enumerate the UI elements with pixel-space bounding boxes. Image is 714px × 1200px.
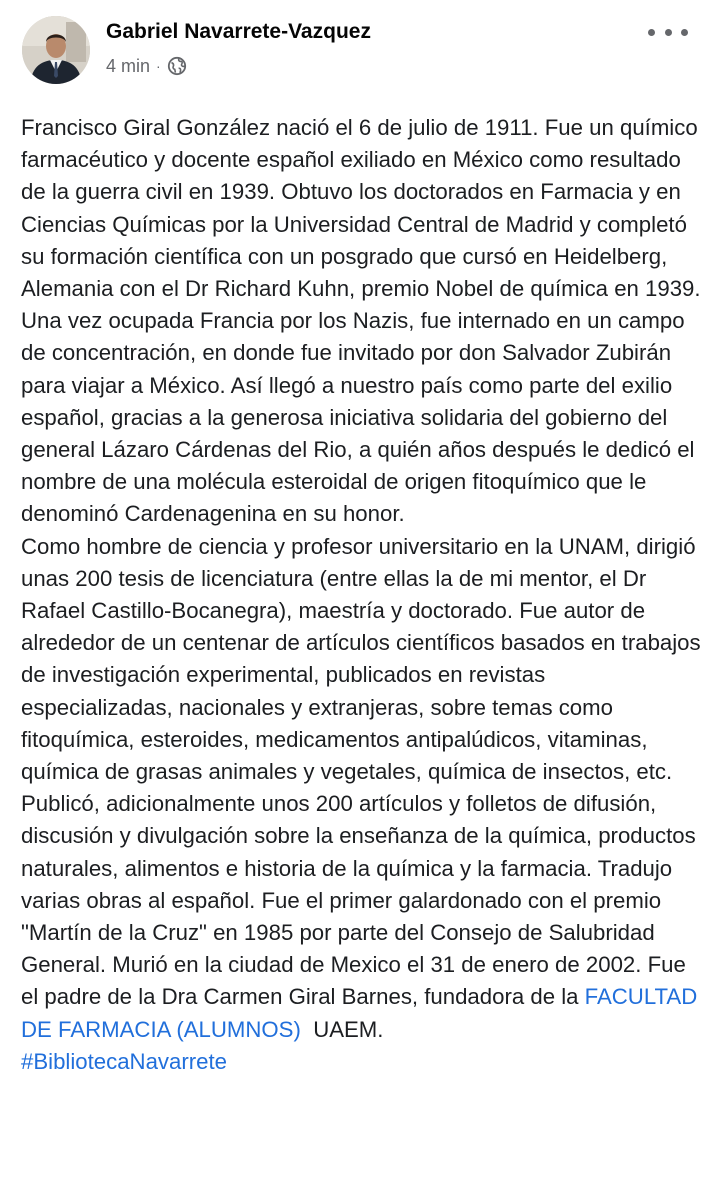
more-dot bbox=[665, 29, 672, 36]
post-paragraph-1: Francisco Giral González nació el 6 de julio de 1911. Fue un químico farmacéutico y docente español exiliado en México como resultado de la guerra civil en 1939. Obtuvo los doctorados en Farmacia y en Ciencias Químicas por la Universidad Central de Madrid y completó su formación científica con un posgrado que cursó en Heidelberg, Alemania con el Dr Richard Kuhn, premio Nobel de química en 1939. Una vez ocupada Francia por los Nazis, fue internado en un campo de concentración, en donde fue invitado por don Salvador Zubirán para viajar a México. Así llegó a nuestro país como parte del exilio español, gracias a la generosa iniciativa solidaria del gobierno del general Lázaro Cárdenas del Rio, a quién años después le dedicó el nombre de una molécula esteroidal de origen fitoquímico que le denominó Cardenagenina en su honor. bbox=[21, 115, 701, 527]
mention-link-facultad-farmacia[interactable]: FACULTAD DE FARMACIA (ALUMNOS) bbox=[21, 984, 698, 1042]
avatar[interactable] bbox=[22, 16, 90, 84]
post-paragraph-2-text: Como hombre de ciencia y profesor universitario en la UNAM, dirigió unas 200 tesis de licenciatura (entre ellas la de mi mentor, el Dr Rafael Castillo-Bocanegra), maestría y doctorado. Fue autor de alrededor de un centenar de artículos científicos basados en trabajos de investigación experimental, publicados en revistas especializadas, nacionales y extranjeras, sobre temas como fitoquímica, esteroides, medicamentos antipalúdicos, vitaminas, química de grasas animales y vegetales, química de insectos, etc. Publicó, adicionalmente unos 200 artículos y folletos de difusión, discusión y divulgación sobre la enseñanza de la química, productos naturales, alimentos e historia de la química y la farmacia. Tradujo varias obras al español. Fue el primer galardonado con el premio "Martín de la Cruz" en 1985 por parte del Consejo de Salubridad General. Murió en la ciudad de Mexico el 31 de enero de 2002. Fue el padre de la Dra Carmen Giral Barnes, fundadora de la bbox=[21, 533, 701, 1010]
more-dot bbox=[648, 29, 655, 36]
post-meta bbox=[106, 55, 187, 77]
meta-separator: · bbox=[156, 58, 161, 74]
post-timestamp[interactable]: 4 min bbox=[106, 55, 151, 76]
post-paragraph-2-end: UAEM. bbox=[300, 1016, 384, 1042]
more-dot bbox=[681, 29, 688, 36]
hashtag-link[interactable]: #BibliotecaNavarrete bbox=[21, 1048, 227, 1074]
author-name[interactable]: Gabriel Navarrete-Vazquez bbox=[106, 20, 371, 43]
globe-icon[interactable] bbox=[167, 56, 187, 76]
hashtag-row bbox=[21, 1046, 701, 1078]
avatar-image bbox=[22, 16, 90, 84]
post-header bbox=[0, 0, 714, 100]
post-paragraph-2 bbox=[21, 531, 701, 1046]
more-horizontal-icon[interactable] bbox=[648, 22, 688, 42]
post-text bbox=[21, 112, 701, 1078]
